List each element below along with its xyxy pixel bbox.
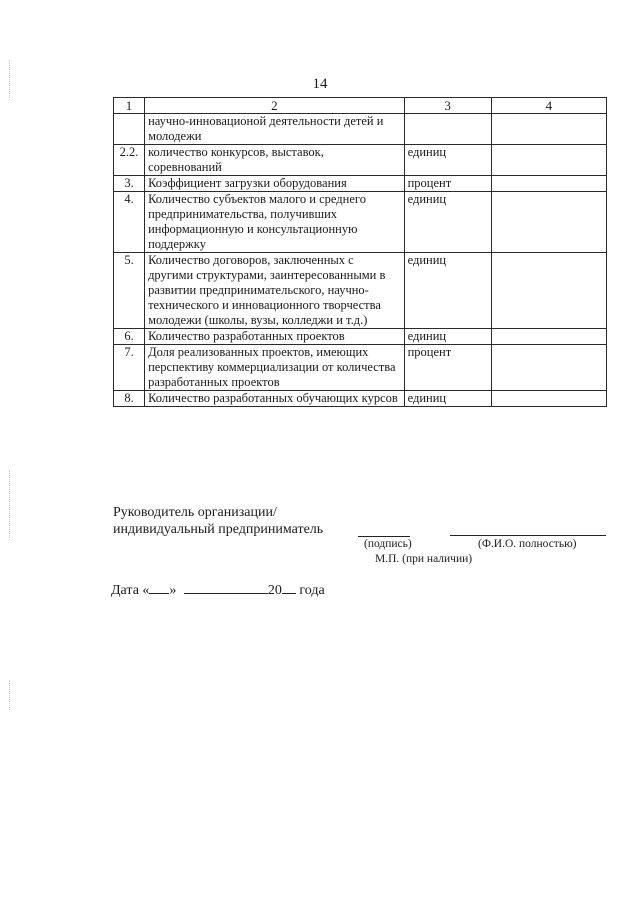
row-indicator: Количество разработанных проектов xyxy=(145,329,405,345)
table-row xyxy=(114,192,607,253)
row-indicator: Коэффициент загрузки оборудования xyxy=(145,176,405,192)
row-unit: единиц xyxy=(404,145,491,176)
table-row xyxy=(114,253,607,329)
column-header-3: 3 xyxy=(404,98,491,114)
row-number: 3. xyxy=(114,176,145,192)
column-header-2: 2 xyxy=(145,98,405,114)
row-value xyxy=(491,329,606,345)
row-value xyxy=(491,391,606,407)
row-unit: процент xyxy=(404,345,491,391)
row-unit: процент xyxy=(404,176,491,192)
column-header-1: 1 xyxy=(114,98,145,114)
column-header-4: 4 xyxy=(491,98,606,114)
row-indicator: Количество договоров, заключенных с другими структурами, заинтересованными в развитии предпринимательского, научно-технического и инновационного творчества молодежи (школы, вузы, колледжи и т.д.) xyxy=(145,253,405,329)
day-blank xyxy=(149,582,169,594)
row-number: 6. xyxy=(114,329,145,345)
table-row xyxy=(114,329,607,345)
signatory-line-1: Руководитель организации/ xyxy=(113,505,277,520)
page-number: 14 xyxy=(312,76,328,92)
row-indicator: Доля реализованных проектов, имеющих перспективу коммерциализации от количества разработанных проектов xyxy=(145,345,405,391)
scan-margin-mark xyxy=(9,60,11,100)
signature-caption: (подпись) xyxy=(364,538,412,550)
row-indicator: количество конкурсов, выставок, соревнований xyxy=(145,145,405,176)
row-value xyxy=(491,145,606,176)
row-number: 7. xyxy=(114,345,145,391)
row-value xyxy=(491,114,606,145)
row-unit: единиц xyxy=(404,253,491,329)
row-value xyxy=(491,176,606,192)
table-row xyxy=(114,176,607,192)
indicators-table xyxy=(113,97,607,407)
full-name-line xyxy=(450,535,606,536)
year-blank xyxy=(282,582,296,594)
date-row xyxy=(111,582,325,599)
row-value xyxy=(491,192,606,253)
row-number: 5. xyxy=(114,253,145,329)
row-number: 4. xyxy=(114,192,145,253)
table-header-row xyxy=(114,98,607,114)
date-label: Дата « xyxy=(111,583,150,598)
table-row xyxy=(114,114,607,145)
date-close-quote: » xyxy=(169,583,177,598)
month-blank xyxy=(184,582,268,594)
scan-margin-mark xyxy=(9,680,11,710)
row-indicator: Количество субъектов малого и среднего предпринимательства, получивших информационную и консультационную поддержку xyxy=(145,192,405,253)
row-unit: единиц xyxy=(404,329,491,345)
row-indicator: научно-инновационой деятельности детей и молодежи xyxy=(145,114,405,145)
row-indicator: Количество разработанных обучающих курсов xyxy=(145,391,405,407)
row-value xyxy=(491,345,606,391)
stamp-caption: М.П. (при наличии) xyxy=(375,553,473,565)
year-prefix: 20 xyxy=(267,583,282,598)
signature-line xyxy=(358,536,410,537)
signatory-line-2: индивидуальный предприниматель xyxy=(113,522,324,537)
row-unit: единиц xyxy=(404,391,491,407)
row-number: 8. xyxy=(114,391,145,407)
signatory-label xyxy=(113,504,323,538)
table-row xyxy=(114,391,607,407)
scan-margin-mark xyxy=(9,470,11,540)
full-name-caption: (Ф.И.О. полностью) xyxy=(478,538,577,550)
table-row xyxy=(114,145,607,176)
row-unit xyxy=(404,114,491,145)
year-suffix: года xyxy=(299,583,325,598)
row-unit: единиц xyxy=(404,192,491,253)
row-number xyxy=(114,114,145,145)
row-number: 2.2. xyxy=(114,145,145,176)
row-value xyxy=(491,253,606,329)
table-row xyxy=(114,345,607,391)
